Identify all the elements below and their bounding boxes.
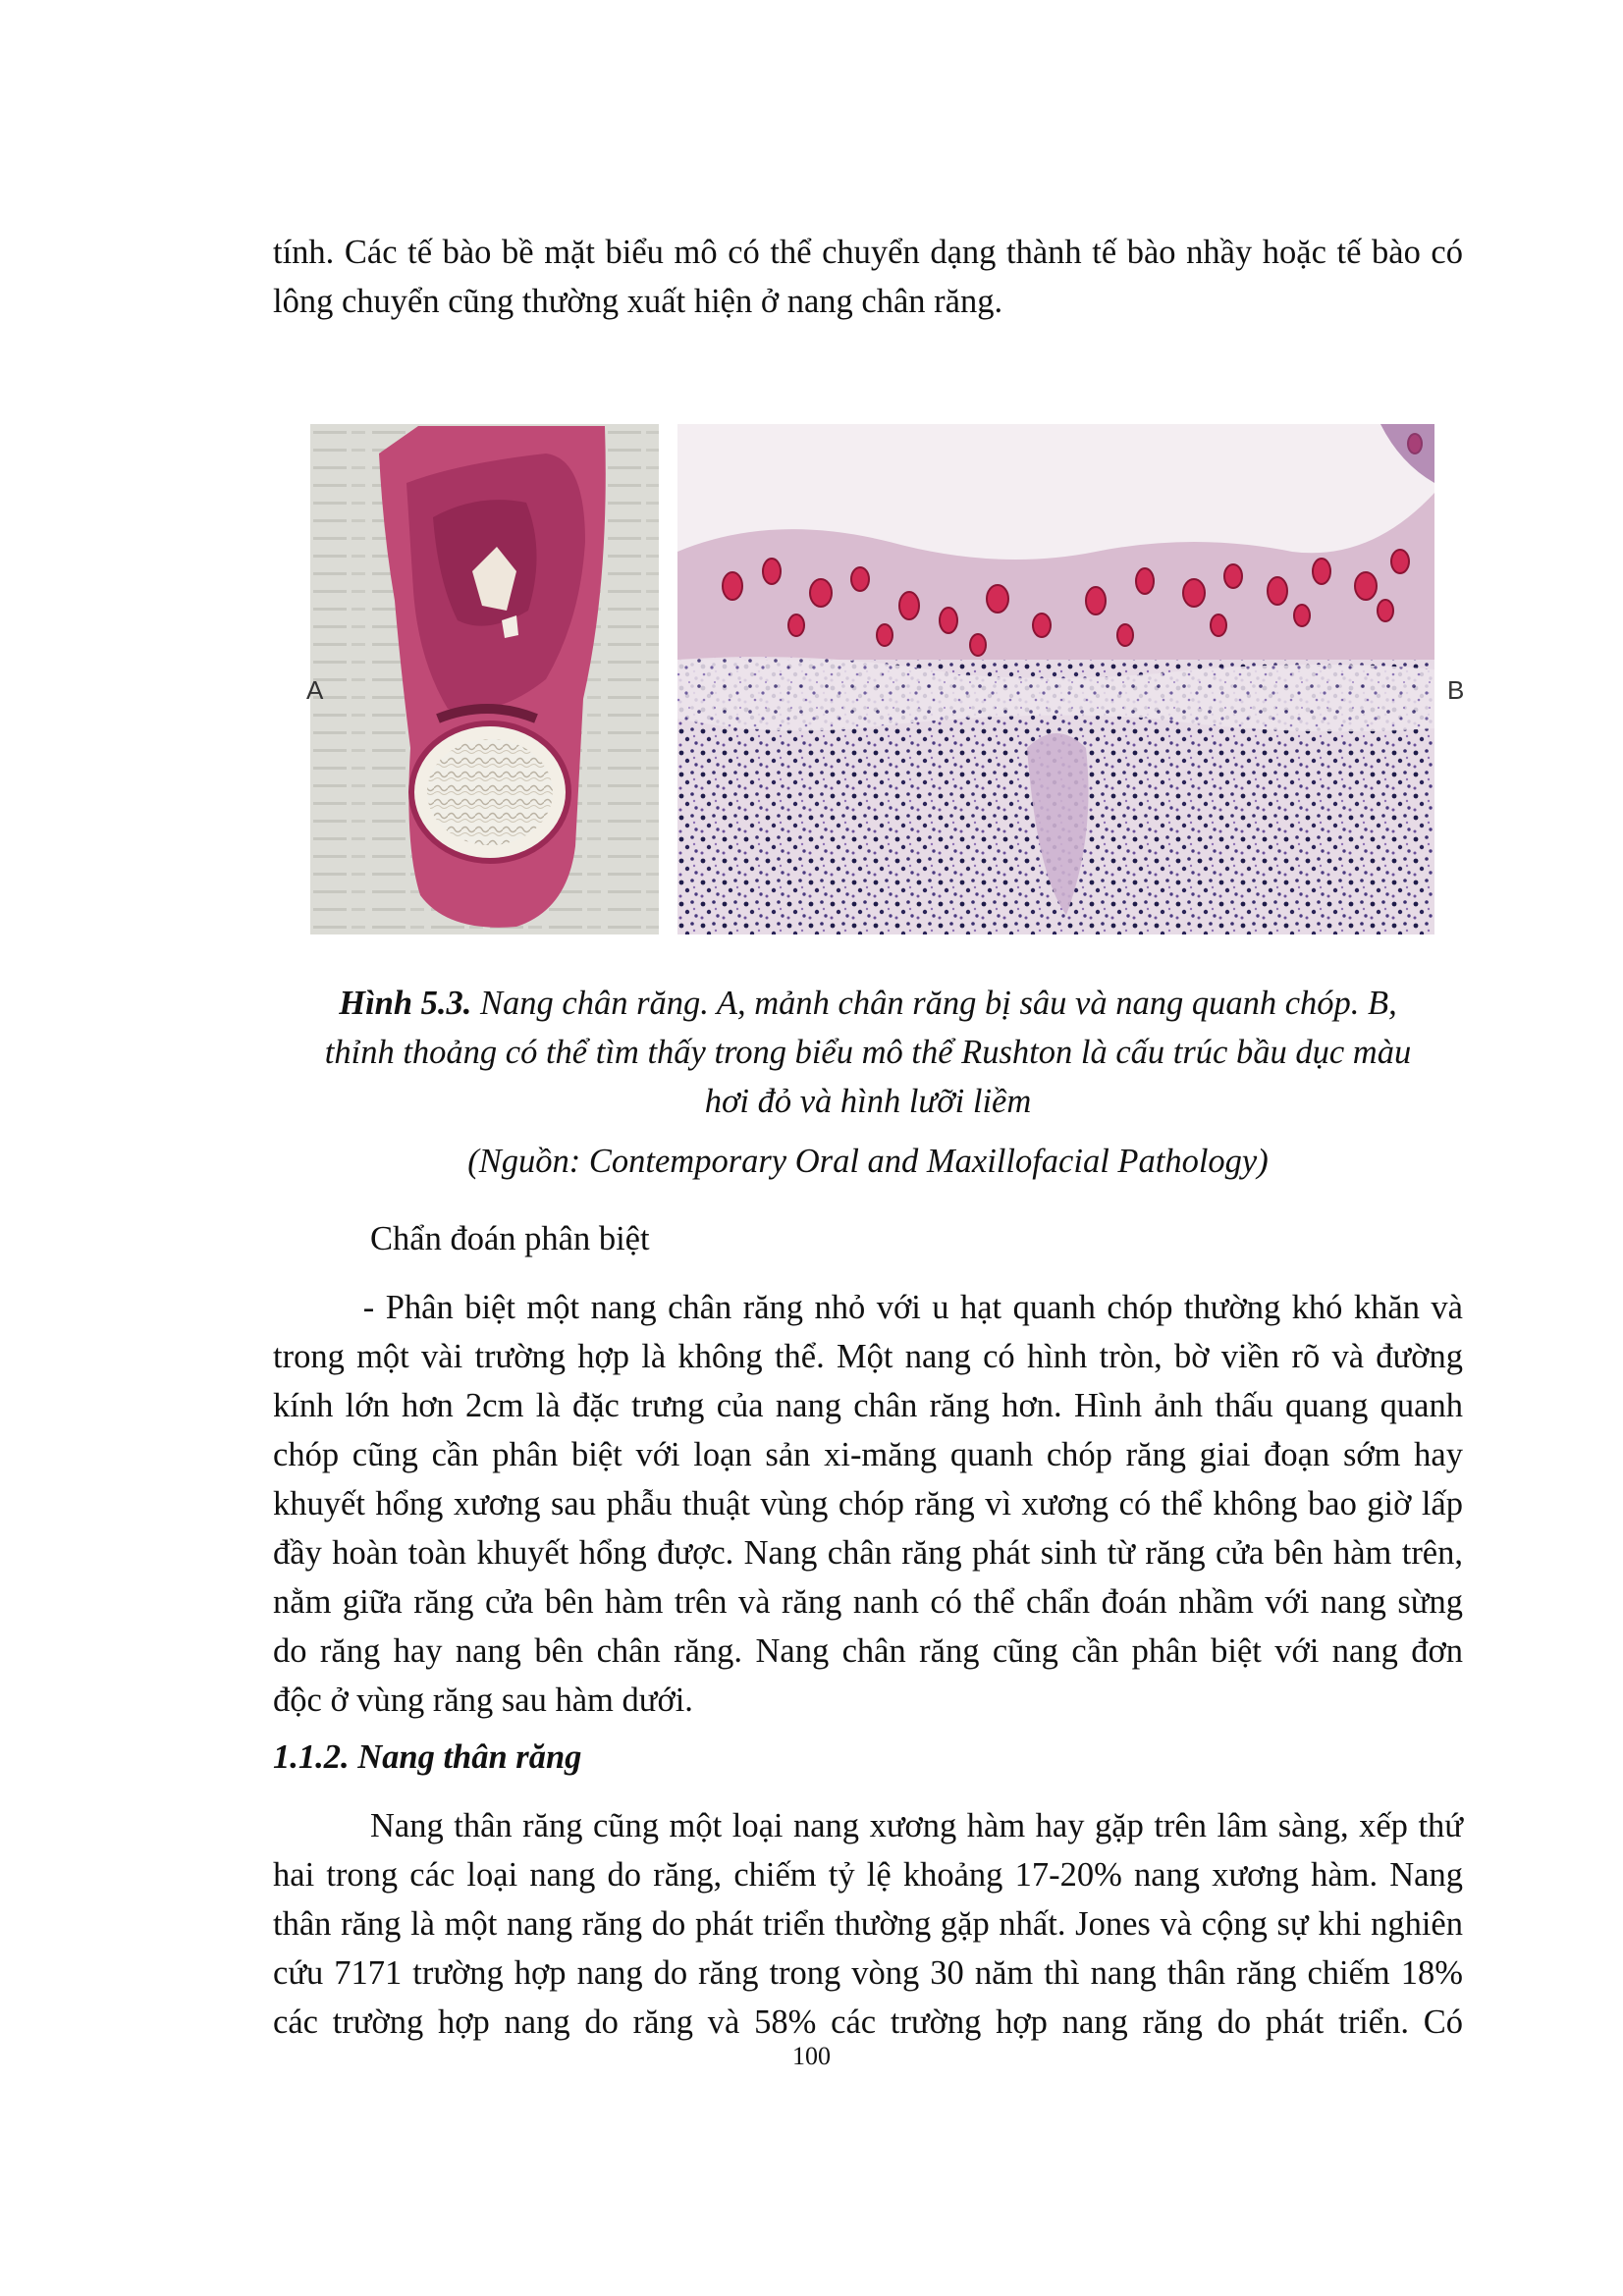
paragraph-line: đầy hoàn toàn khuyết hổng được. Nang chân răng phát sinh từ răng cửa bên hàm trên, bbox=[273, 1534, 1463, 1572]
paragraph-line: lông chuyển cũng thường xuất hiện ở nang chân răng. bbox=[273, 283, 1003, 320]
caption-line: Nang chân răng. A, mảnh chân răng bị sâu và nang quanh chóp. B, bbox=[471, 985, 1397, 1022]
paragraph-line: hai trong các loại nang do răng, chiếm tỷ lệ khoảng 17-20% nang xương hàm. Nang bbox=[273, 1856, 1463, 1894]
paragraph-line: chóp cũng cần phân biệt với loạn sản xi-măng quanh chóp răng giai đoạn sớm hay bbox=[273, 1436, 1463, 1473]
panel-b-image bbox=[677, 424, 1434, 934]
page-number: 100 bbox=[792, 2042, 831, 2070]
paragraph-line: - Phân biệt một nang chân răng nhỏ với u hạt quanh chóp thường khó khăn và bbox=[273, 1289, 1463, 1326]
figure-label-a: A bbox=[306, 675, 324, 705]
subheading: Chẩn đoán phân biệt bbox=[370, 1220, 650, 1257]
top-paragraph bbox=[273, 228, 1463, 326]
figure-5-3 bbox=[306, 424, 1465, 934]
histology-figure bbox=[306, 424, 1465, 934]
figure-source: (Nguồn: Contemporary Oral and Maxillofacial Pathology) bbox=[467, 1143, 1269, 1180]
differential-paragraph bbox=[273, 1283, 1463, 1725]
paragraph-line: độc ở vùng răng sau hàm dưới. bbox=[273, 1682, 693, 1719]
caption-line: thỉnh thoảng có thể tìm thấy trong biểu mô thể Rushton là cấu trúc bầu dục màu bbox=[324, 1034, 1412, 1071]
paragraph-line: các trường hợp nang do răng và 58% các trường hợp nang răng do phát triển. Có bbox=[273, 2003, 1463, 2041]
figure-caption bbox=[273, 979, 1463, 1126]
figure-label-b: B bbox=[1447, 675, 1465, 705]
paragraph-line: Nang thân răng cũng một loại nang xương hàm hay gặp trên lâm sàng, xếp thứ bbox=[370, 1807, 1463, 1844]
paragraph-line: khuyết hổng xương sau phẫu thuật vùng chóp răng vì xương có thể không bao giờ lấp bbox=[273, 1485, 1463, 1522]
paragraph-line: kính lớn hơn 2cm là đặc trưng của nang chân răng hơn. Hình ảnh thấu quang quanh bbox=[273, 1387, 1463, 1424]
paragraph-line: nằm giữa răng cửa bên hàm trên và răng nanh có thể chẩn đoán nhầm với nang sừng bbox=[273, 1583, 1463, 1621]
dentigerous-paragraph bbox=[273, 1801, 1463, 2047]
panel-a-image bbox=[310, 424, 659, 934]
caption-number: Hình 5.3. bbox=[339, 985, 472, 1022]
paragraph-line: thân răng là một nang răng do phát triển thường gặp nhất. Jones và cộng sự khi nghiên bbox=[273, 1905, 1463, 1943]
paragraph-line: cứu 7171 trường hợp nang do răng trong vòng 30 năm thì nang thân răng chiếm 18% bbox=[273, 1954, 1463, 1992]
paragraph-line: do răng hay nang bên chân răng. Nang chân răng cũng cần phân biệt với nang đơn bbox=[273, 1632, 1463, 1670]
paragraph-line: tính. Các tế bào bề mặt biểu mô có thể chuyển dạng thành tế bào nhầy hoặc tế bào có bbox=[273, 234, 1463, 271]
paragraph-line: trong một vài trường hợp là không thể. Một nang có hình tròn, bờ viền rõ và đường bbox=[273, 1338, 1463, 1375]
caption-line: hơi đỏ và hình lưỡi liềm bbox=[704, 1083, 1032, 1120]
section-heading: 1.1.2. Nang thân răng bbox=[273, 1738, 582, 1776]
